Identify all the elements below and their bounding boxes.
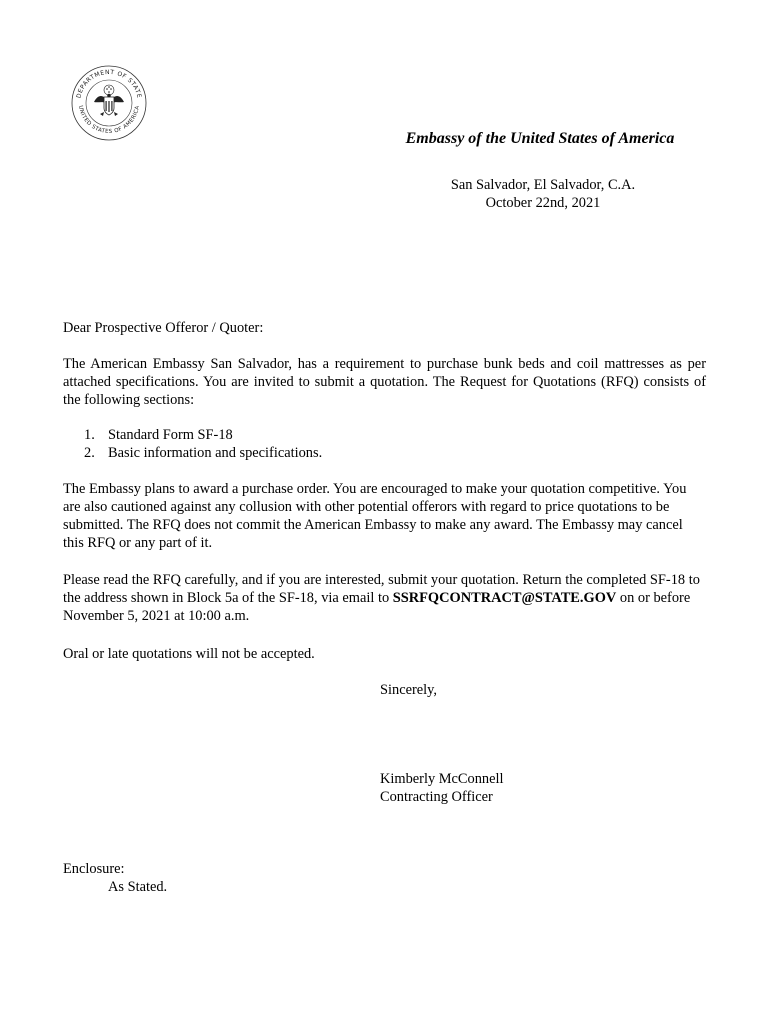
signer-title: Contracting Officer xyxy=(380,789,493,805)
signature-block xyxy=(380,770,504,806)
salutation: Dear Prospective Offeror / Quoter: xyxy=(63,320,264,336)
list-item-number: 1. xyxy=(84,427,95,443)
enclosure-value: As Stated. xyxy=(108,879,168,895)
submission-email: SSRFQCONTRACT@STATE.GOV xyxy=(392,590,617,606)
list-item-text: Standard Form SF-18 xyxy=(108,427,233,443)
submission-text-end: on or before November 5, 2021 at 10:00 a.m. xyxy=(63,590,691,624)
award-paragraph: The Embassy plans to award a purchase order. You are encouraged to make your quotation competitive. You are also cautioned against any collusion with other potential offerors with regard to price quotations to be submitted. The RFQ does not commit the American Embassy to make any award. The Embassy may cancel this RFQ or any part of it. xyxy=(63,481,687,551)
seal-ring-top-text: DEPARTMENT OF STATE xyxy=(75,68,143,99)
enclosure-label: Enclosure: xyxy=(63,861,125,877)
rfq-sections-list xyxy=(84,426,322,462)
list-item xyxy=(84,444,322,462)
list-item xyxy=(84,426,322,444)
letterhead-location-block xyxy=(383,176,703,212)
location-line: San Salvador, El Salvador, C.A. xyxy=(450,177,636,193)
signer-name: Kimberly McConnell xyxy=(380,771,504,787)
list-item-number: 2. xyxy=(84,445,95,461)
list-item-text: Basic information and specifications. xyxy=(108,445,323,461)
letter-date: October 22nd, 2021 xyxy=(485,195,601,211)
intro-paragraph: The American Embassy San Salvador, has a requirement to purchase bunk beds and coil mattresses as per attached specifications. You are invited to submit a quotation. The Request for Quotations (RFQ) consists of the following sections: xyxy=(63,356,706,408)
submission-text-start: Please read the RFQ carefully, and if you are interested, submit your quotation. Return the completed SF-18 to the address shown in Block 5a of the SF-18, via email to xyxy=(63,572,700,606)
enclosure-block xyxy=(63,860,167,896)
seal-ring-bottom-text: UNITED STATES OF AMERICA xyxy=(77,105,141,136)
embassy-heading: Embassy of the United States of America xyxy=(405,130,675,147)
closing: Sincerely, xyxy=(380,682,438,698)
submission-paragraph xyxy=(63,571,706,625)
late-quotations-notice: Oral or late quotations will not be accepted. xyxy=(63,646,315,662)
department-of-state-seal xyxy=(70,64,148,142)
seal-graphic xyxy=(70,64,148,142)
